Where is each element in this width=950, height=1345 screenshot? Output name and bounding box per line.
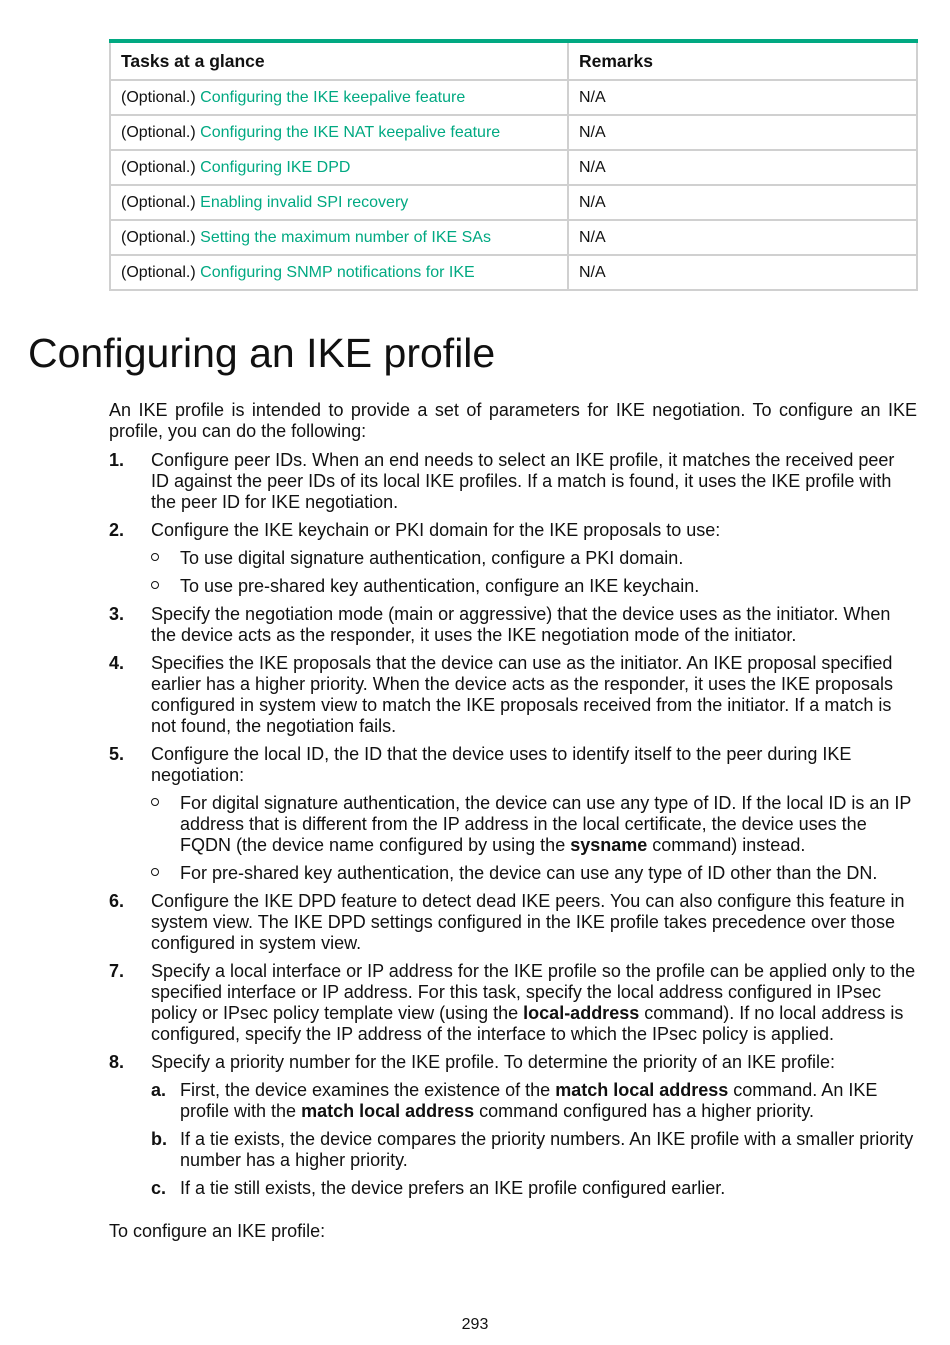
steps-list	[109, 450, 917, 1206]
item-letter: b.	[151, 1129, 167, 1149]
item-text: If a tie still exists, the device prefers an IKE profile configured earlier.	[180, 1178, 726, 1198]
remark-cell: N/A	[568, 150, 917, 185]
step-7	[109, 961, 917, 1045]
command-match-local-address: match local address	[555, 1080, 729, 1100]
outro-paragraph: To configure an IKE profile:	[109, 1221, 326, 1241]
remark-cell: N/A	[568, 220, 917, 255]
optional-prefix: (Optional.)	[121, 193, 196, 211]
task-link-snmp-notifications[interactable]: Configuring SNMP notifications for IKE	[200, 263, 475, 281]
item-letter: a.	[151, 1080, 167, 1100]
step-text: Configure the IKE keychain or PKI domain for the IKE proposals to use:	[151, 520, 721, 540]
step-number: 8.	[109, 1052, 125, 1072]
task-cell	[110, 220, 568, 255]
bullet-text-post: command) instead.	[647, 835, 806, 855]
item-text-pre: First, the device examines the existence of the	[180, 1080, 556, 1100]
command-match-local-address: match local address	[301, 1101, 475, 1121]
table-row	[110, 150, 917, 185]
lettered-item-c	[151, 1178, 917, 1199]
circle-bullet-icon	[151, 798, 159, 806]
item-text-post: command configured has a higher priority.	[474, 1101, 814, 1121]
bullet-text: To use digital signature authentication, configure a PKI domain.	[180, 548, 684, 568]
step-text: Configure peer IDs. When an end needs to select an IKE profile, it matches the received peer ID against the peer IDs of its local IKE profiles. If a match is found, it uses the IKE profile with the peer ID for IKE negotiation.	[151, 450, 895, 512]
step-number: 1.	[109, 450, 125, 470]
step-text: Specifies the IKE proposals that the device can use as the initiator. An IKE proposal specified earlier has a higher priority. When the device acts as the responder, it uses the IKE proposals configured in system view to match the IKE proposals received from the initiator. If a match is not found, the negotiation fails.	[151, 653, 894, 736]
task-link-ike-nat-keepalive[interactable]: Configuring the IKE NAT keepalive feature	[200, 123, 501, 141]
step-number: 5.	[109, 744, 125, 764]
task-link-max-ike-sas[interactable]: Setting the maximum number of IKE SAs	[200, 228, 491, 246]
bullet-list	[151, 548, 917, 597]
bullet-item	[151, 863, 917, 884]
remark-cell: N/A	[568, 115, 917, 150]
task-cell	[110, 150, 568, 185]
step-4	[109, 653, 917, 737]
item-letter: c.	[151, 1178, 167, 1198]
step-number: 7.	[109, 961, 125, 981]
header-remarks: Remarks	[568, 41, 917, 80]
lettered-list	[151, 1080, 917, 1199]
item-text: If a tie exists, the device compares the priority numbers. An IKE profile with a smaller priority number has a higher priority.	[180, 1129, 914, 1170]
task-cell	[110, 255, 568, 290]
step-number: 3.	[109, 604, 125, 624]
optional-prefix: (Optional.)	[121, 228, 196, 246]
step-text-pre: Specify a local interface or IP address for the IKE profile so the profile can be applied only to the specified interface or IP address. For this task, specify the local address configured in IPsec policy or IPsec policy template view (using the	[151, 961, 916, 1023]
table-row	[110, 220, 917, 255]
bullet-text: For pre-shared key authentication, the device can use any type of ID other than the DN.	[180, 863, 878, 883]
circle-bullet-icon	[151, 868, 159, 876]
step-text: Configure the IKE DPD feature to detect dead IKE peers. You can also configure this feature in system view. The IKE DPD settings configured in the IKE profile takes precedence over those configured in system view.	[151, 891, 905, 953]
table-row	[110, 80, 917, 115]
step-2	[109, 520, 917, 597]
bullet-list	[151, 793, 917, 884]
bullet-item	[151, 576, 917, 597]
optional-prefix: (Optional.)	[121, 263, 196, 281]
step-8	[109, 1052, 917, 1199]
bullet-text-pre: For digital signature authentication, the device can use any type of ID. If the local ID is an IP address that is different from the IP address in the local certificate, the device uses the FQDN (the device name configured by using the	[180, 793, 912, 855]
step-text: Specify the negotiation mode (main or aggressive) that the device uses as the initiator. When the device acts as the responder, it uses the IKE negotiation mode of the initiator.	[151, 604, 891, 645]
step-text: Specify a priority number for the IKE profile. To determine the priority of an IKE profile:	[151, 1052, 835, 1072]
tasks-table	[109, 39, 918, 291]
optional-prefix: (Optional.)	[121, 123, 196, 141]
step-text-post: command). If no local address is configured, specify the IP address of the interface to which the IPsec policy is applied.	[151, 1003, 904, 1044]
task-link-ike-keepalive[interactable]: Configuring the IKE keepalive feature	[200, 88, 466, 106]
step-1	[109, 450, 917, 513]
lettered-item-b	[151, 1129, 917, 1171]
table-row	[110, 185, 917, 220]
task-link-ike-dpd[interactable]: Configuring IKE DPD	[200, 158, 351, 176]
task-cell	[110, 115, 568, 150]
table-row	[110, 255, 917, 290]
optional-prefix: (Optional.)	[121, 158, 196, 176]
item-text-mid: command. An IKE profile with the	[180, 1080, 878, 1121]
bullet-text: To use pre-shared key authentication, configure an IKE keychain.	[180, 576, 700, 596]
remark-cell: N/A	[568, 185, 917, 220]
optional-prefix: (Optional.)	[121, 88, 196, 106]
bullet-item	[151, 548, 917, 569]
table-row	[110, 115, 917, 150]
remark-cell: N/A	[568, 80, 917, 115]
step-text: Configure the local ID, the ID that the device uses to identify itself to the peer during IKE negotiation:	[151, 744, 852, 785]
command-local-address: local-address	[523, 1003, 640, 1023]
step-number: 6.	[109, 891, 125, 911]
step-6	[109, 891, 917, 954]
table-header-row	[110, 41, 917, 80]
remark-cell: N/A	[568, 255, 917, 290]
circle-bullet-icon	[151, 581, 159, 589]
command-sysname: sysname	[570, 835, 648, 855]
task-cell	[110, 185, 568, 220]
step-number: 2.	[109, 520, 125, 540]
header-tasks: Tasks at a glance	[110, 41, 568, 80]
task-link-invalid-spi-recovery[interactable]: Enabling invalid SPI recovery	[200, 193, 409, 211]
page-number: 293	[461, 1316, 489, 1333]
circle-bullet-icon	[151, 553, 159, 561]
lettered-item-a	[151, 1080, 917, 1122]
step-number: 4.	[109, 653, 125, 673]
section-title: Configuring an IKE profile	[28, 330, 496, 376]
step-5	[109, 744, 917, 884]
task-cell	[110, 80, 568, 115]
step-3	[109, 604, 917, 646]
intro-paragraph: An IKE profile is intended to provide a set of parameters for IKE negotiation. To configure an IKE profile, you can do the following:	[109, 400, 917, 441]
bullet-item	[151, 793, 917, 856]
